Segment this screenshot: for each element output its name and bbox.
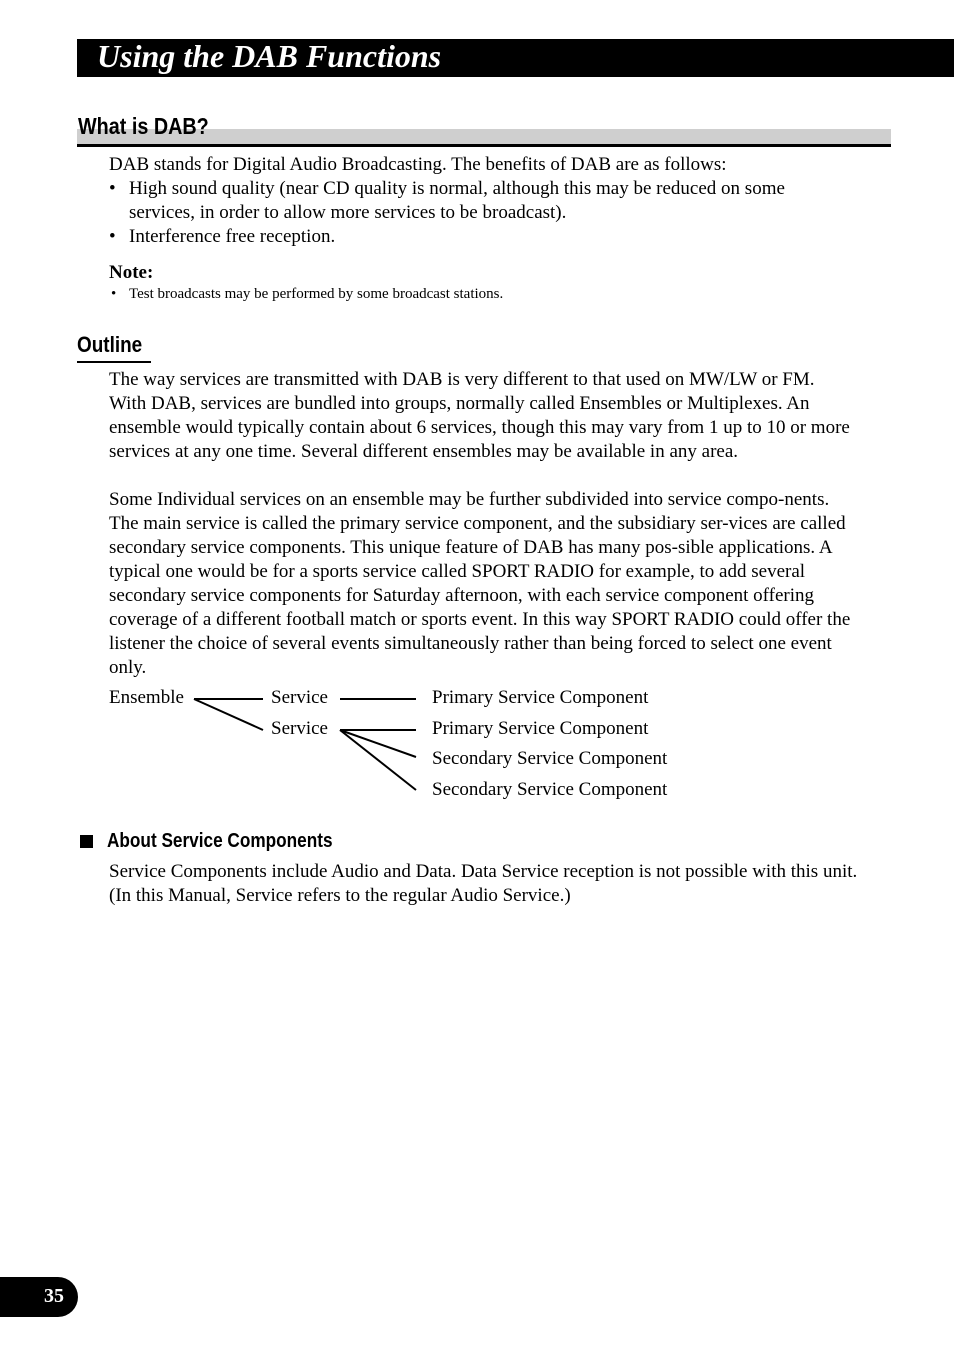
connector-line [340,730,416,790]
intro-paragraph: DAB stands for Digital Audio Broadcasting. The benefits of DAB are as follows: [109,154,727,175]
bullet-marker: • [109,226,116,247]
chapter-title: Using the DAB Functions [97,38,442,74]
bullet-line: High sound quality (near CD quality is normal, although this may be reduced on some [129,178,785,199]
outline-paragraph-2: Some Individual services on an ensemble may be further subdivided into service compo-nents. The main service is called the primary service component, and the subsidiary ser-vices are called secondary service components. This unique feature of DAB has many pos-sible applications. A typical one would be for a sports service called SPORT RADIO for example, to add several secondary service components for Saturday afternoon, with each service component offering coverage of a different football match or sports event. In this way SPORT RADIO could offer the listener the choice of several events simultaneously rather than being forced to select one event only. [109,489,851,678]
bullet-marker: • [109,178,116,199]
service-components-paragraph: Service Components include Audio and Data. Data Service reception is not possible with this unit. (In this Manual, Service refers to the regular Audio Service.) [109,861,858,906]
diagram-label-ensemble: Ensemble [109,687,184,708]
outline-paragraph-1: The way services are transmitted with DAB is very different to that used on MW/LW or FM. With DAB, services are bundled into groups, normally called Ensembles or Multiplexes. An ensemble would typically contain about 6 services, though this may vary from 1 up to 10 or more services at any one time. Several different ensembles may be available in any area. [109,369,850,462]
subsection-heading-service-components: About Service Components [107,830,333,852]
section-heading-what-is-dab [77,111,891,148]
diagram-label-service: Service [271,687,328,708]
diagram-label-component: Secondary Service Component [432,779,668,800]
chapter-header-banner [77,39,954,77]
diagram-label-component: Primary Service Component [432,687,649,708]
connector-line [340,730,416,757]
bullet-item-interference: Interference free reception. [129,226,336,247]
bullet-line: services, in order to allow more services to be broadcast). [129,202,567,223]
page-number: 35 [44,1285,64,1307]
square-bullet-icon [80,835,93,848]
bullet-item-sound-quality [129,177,869,225]
note-title: Note: [109,262,154,283]
diagram-label-service: Service [271,718,328,739]
connector-line [194,699,263,730]
diagram-label-component: Primary Service Component [432,718,649,739]
diagram-label-component: Secondary Service Component [432,748,668,769]
heading-text: What is DAB? [78,113,209,139]
outline-heading-underline [77,361,151,363]
note-text: Test broadcasts may be performed by some broadcast stations. [129,286,504,302]
heading-rule [77,144,891,147]
note-bullet-marker: • [111,286,117,302]
section-heading-outline: Outline [77,332,143,357]
page-number-tab [0,1277,78,1317]
